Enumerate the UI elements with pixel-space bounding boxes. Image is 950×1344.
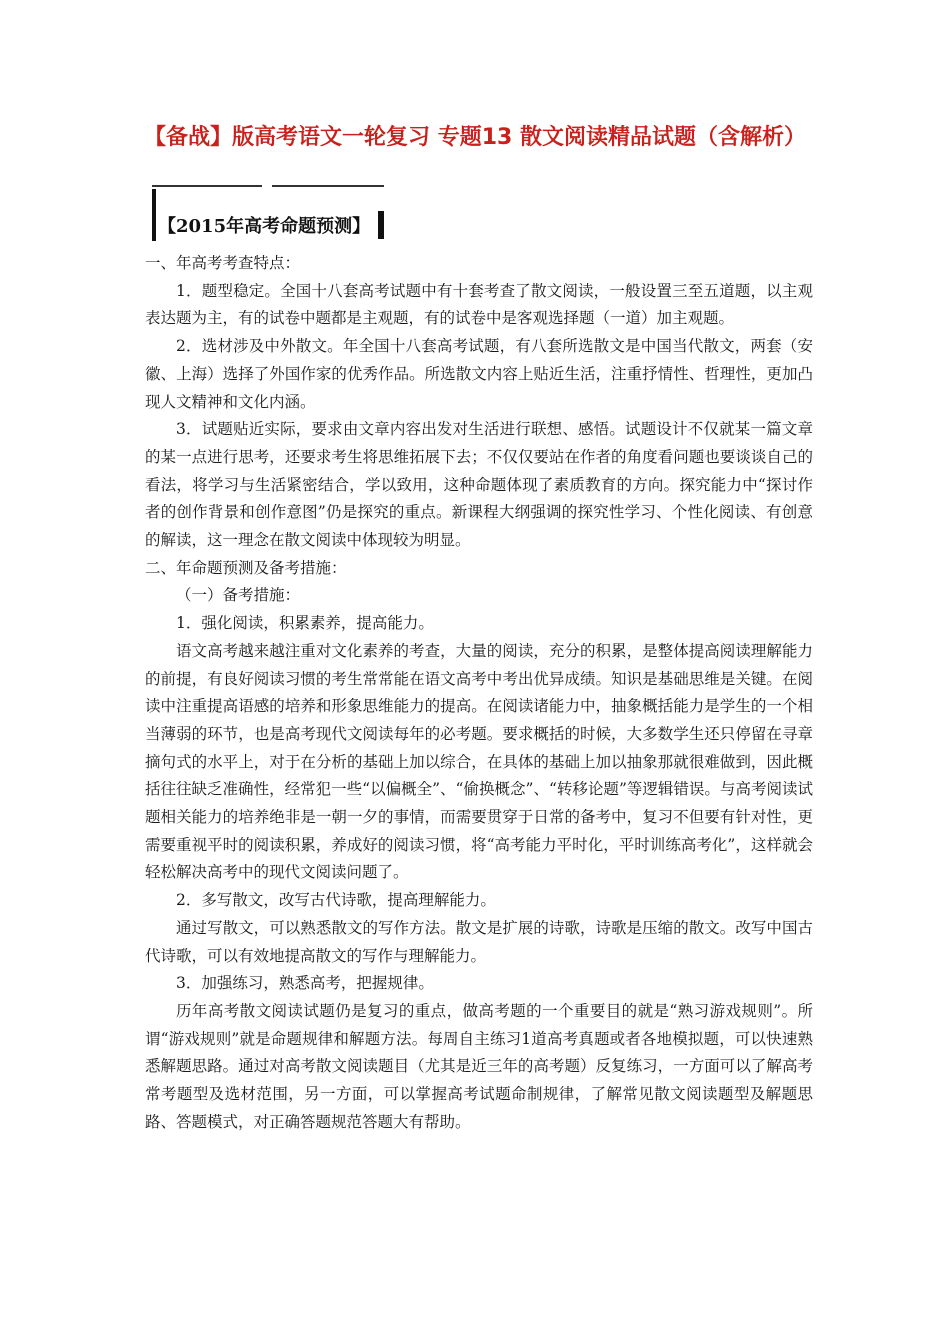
paragraph: 历年高考散文阅读试题仍是复习的重点，做高考题的一个重要目的就是“熟习游戏规则”。所谓“游戏规则”就是命题规律和解题方法。每周自主练习1道高考真题或者各地模拟题，可以快速熟悉解题思路。通过对高考散文阅读题目（尤其是近三年的高考题）反复练习，一方面可以了解高考常考题型及选材范围，另一方面，可以掌握高考试题命制规律，了解常见散文阅读题型及解题思路、答题模式，对正确答题规范答题大有帮助。	[145, 1001, 813, 1131]
paragraph: 通过写散文，可以熟悉散文的写作方法。散文是扩展的诗歌，诗歌是压缩的散文。改写中国古代诗歌，可以有效地提高散文的写作与理解能力。	[145, 918, 813, 965]
banner-text: 【2015年高考命题预测】	[158, 216, 371, 237]
subsection-heading: （一）备考措施：	[176, 586, 301, 605]
document-body	[145, 250, 813, 1137]
paragraph: 3．试题贴近实际，要求由文章内容出发对生活进行联想、感悟。试题设计不仅就某一篇文章的某一点进行思考，还要求考生将思维拓展下去；不仅仅要站在作者的角度看问题也要谈谈自己的看法，将学习与生活紧密结合，学以致用，这种命题体现了素质教育的方向。探究能力中“探讨作者的创作背景和创作意图”仍是探究的重点。新课程大纲强调的探究性学习、个性化阅读、有创意的解读，这一理念在散文阅读中体现较为明显。	[145, 420, 813, 550]
point-heading: 3．加强练习，熟悉高考，把握规律。	[176, 974, 434, 993]
banner-bracket-left	[152, 189, 156, 241]
paragraph: 语文高考越来越注重对文化素养的考查，大量的阅读，充分的积累，是整体提高阅读理解能力的前提，有良好阅读习惯的考生常常能在语文高考中考出优异成绩。知识是基础思维是关键。在阅读中注重提高语感的培养和形象思维能力的提高。在阅读诸能力中，抽象概括能力是学生的一个相当薄弱的环节，也是高考现代文阅读每年的必考题。要求概括的时候，大多数学生还只停留在寻章摘句式的水平上，对于在分析的基础上加以综合，在具体的基础上加以抽象那就很难做到，因此概括往往缺乏准确性，经常犯一些“以偏概全”、“偷换概念”、“转移论题”等逻辑错误。与高考阅读试题相关能力的培养绝非是一朝一夕的事情，而需要贯穿于日常的备考中，复习不但要有针对性，更需要重视平时的阅读积累，养成好的阅读习惯，将“高考能力平时化，平时训练高考化”，这样就会轻松解决高考中的现代文阅读问题了。	[145, 641, 813, 882]
banner-rule-right	[272, 185, 384, 187]
paragraph: 1．题型稳定。全国十八套高考试题中有十套考查了散文阅读，一般设置三至五道题，以主观表达题为主，有的试卷中题都是主观题，有的试卷中是客观选择题（一道）加主观题。	[145, 281, 813, 328]
section-banner	[152, 185, 384, 243]
banner-bracket-right	[378, 211, 384, 239]
paragraph: 一、年高考考查特点：	[145, 254, 301, 272]
point-heading: 2．多写散文，改写古代诗歌，提高理解能力。	[176, 891, 496, 910]
paragraph: 2．选材涉及中外散文。年全国十八套高考试题，有八套所选散文是中国当代散文，两套（安徽、上海）选择了外国作家的优秀作品。所选散文内容上贴近生活，注重抒情性、哲理性，更加凸现人文精神和文化内涵。	[145, 337, 813, 411]
section-heading: 二、年命题预测及备考措施：	[145, 558, 347, 577]
banner-rule-left	[152, 185, 262, 187]
document-title: 【备战】版高考语文一轮复习 专题13 散文阅读精品试题（含解析）	[144, 125, 806, 150]
point-heading: 1．强化阅读，积累素养，提高能力。	[176, 614, 434, 633]
